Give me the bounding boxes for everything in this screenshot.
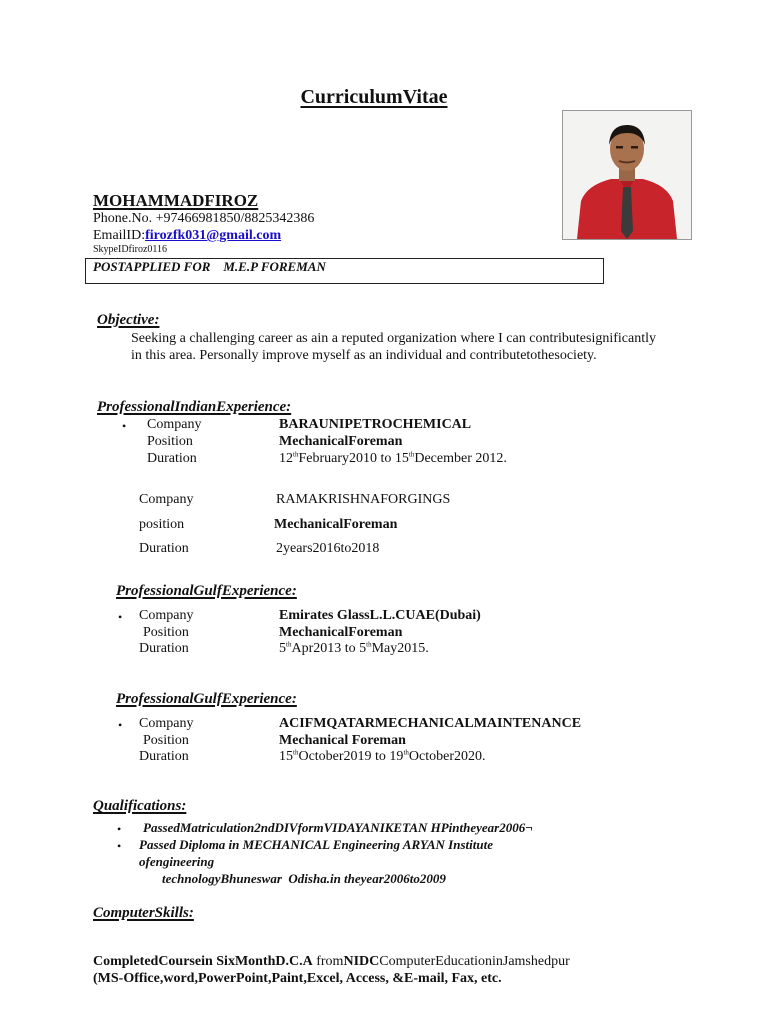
gulf1-duration — [279, 641, 429, 657]
email-link[interactable]: firozfk031@gmail.com — [145, 228, 282, 243]
qualification-item-2-line-1: Passed Diploma in MECHANICAL Engineering ARYAN Institute — [139, 837, 493, 852]
candidate-name: MOHAMMADFIROZ — [93, 191, 259, 210]
job2-company-label: Company — [139, 492, 194, 507]
job2-duration: 2years2016to2018 — [276, 541, 380, 556]
gulf-experience-2-heading: ProfessionalGulfExperience: — [116, 691, 297, 707]
gulf2-company: ACIFMQATARMECHANICALMAINTENANCE — [279, 716, 582, 731]
gulf2-duration-part: 15 — [279, 749, 293, 764]
post-applied: POSTAPPLIED FOR M.E.P FOREMAN — [93, 259, 326, 274]
profile-photo — [562, 110, 692, 240]
gulf2-position: Mechanical Foreman — [279, 733, 406, 748]
job1-duration-part: December 2012. — [414, 451, 507, 466]
skills-institute: NIDC — [343, 954, 380, 969]
skype-id: SkypeIDfiroz0116 — [93, 244, 168, 255]
job1-duration-sup: th — [293, 450, 299, 459]
gulf1-company-label: Company — [139, 608, 194, 623]
job1-duration-label: Duration — [147, 451, 197, 466]
gulf2-duration-sup: th — [293, 748, 299, 757]
bullet-icon: • — [122, 419, 127, 433]
email-line — [93, 228, 281, 244]
gulf2-duration-part: October2019 to 19 — [298, 749, 404, 764]
gulf2-position-label: Position — [143, 733, 189, 748]
gulf1-position-label: Position — [143, 625, 189, 640]
gulf2-company-label: Company — [139, 716, 194, 731]
gulf1-duration-label: Duration — [139, 641, 189, 656]
gulf-experience-1-heading: ProfessionalGulfExperience: — [116, 583, 297, 599]
email-label: EmailID: — [93, 228, 146, 243]
qualification-item-1: PassedMatriculation2ndDIVformVIDAYANIKETAN HPintheyear2006¬ — [143, 820, 534, 835]
job1-position-label: Position — [147, 434, 193, 449]
job1-duration-part: February2010 to 15 — [298, 451, 409, 466]
job1-company-label: Company — [147, 417, 202, 432]
job1-position: MechanicalForeman — [279, 434, 403, 449]
gulf1-duration-sup: th — [366, 640, 372, 649]
skills-location: ComputerEducationinJamshedpur — [379, 954, 570, 969]
page-title: CurriculumVitae — [300, 86, 448, 108]
gulf1-duration-part: 5 — [279, 641, 286, 656]
computer-skills-line-1 — [93, 954, 570, 970]
bullet-icon: • — [117, 839, 122, 853]
job2-position-label: position — [139, 517, 185, 532]
gulf2-duration-label: Duration — [139, 749, 189, 764]
gulf1-duration-part: Apr2013 to 5 — [291, 641, 367, 656]
computer-skills-line-2: (MS-Office,word,PowerPoint,Paint,Excel, Access, &E-mail, Fax, etc. — [93, 971, 502, 986]
job1-duration-part: 12 — [279, 451, 293, 466]
qualifications-heading: Qualifications: — [93, 798, 187, 814]
indian-experience-heading: ProfessionalIndianExperience: — [97, 399, 292, 415]
qualification-item-2-line-2: ofengineering — [139, 854, 215, 869]
gulf1-company: Emirates GlassL.L.CUAE(Dubai) — [279, 608, 481, 623]
job1-duration-sup: th — [408, 450, 415, 459]
job1-company: BARAUNIPETROCHEMICAL — [279, 417, 472, 432]
objective-text: Seeking a challenging career as ain a reputed organization where I can contributesignificantly in this area. Personally improve myself as an individual and contributetothesociety. — [131, 331, 656, 363]
gulf1-duration-part: May2015. — [371, 641, 429, 656]
qualification-item-2-line-3: technologyBhuneswar Odisha.in theyear2006to2009 — [162, 871, 446, 886]
computer-skills-heading: ComputerSkills: — [93, 905, 194, 921]
gulf2-duration-part: October2020. — [408, 749, 486, 764]
job1-duration — [279, 451, 507, 467]
profile-photo-image — [563, 111, 691, 239]
gulf2-duration — [279, 749, 485, 765]
job2-company: RAMAKRISHNAFORGINGS — [276, 492, 451, 507]
gulf2-duration-sup: th — [403, 748, 409, 757]
bullet-icon: • — [117, 822, 122, 836]
bullet-icon: • — [118, 610, 123, 624]
job2-position: MechanicalForeman — [274, 517, 398, 532]
job2-duration-label: Duration — [139, 541, 189, 556]
gulf1-duration-sup: th — [286, 640, 292, 649]
skills-from: from — [312, 954, 344, 969]
objective-heading: Objective: — [97, 312, 160, 328]
bullet-icon: • — [118, 718, 123, 732]
gulf1-position: MechanicalForeman — [279, 625, 403, 640]
skills-course: CompletedCoursein SixMonthD.C.A — [93, 954, 313, 969]
phone-number: Phone.No. +97466981850/8825342386 — [93, 211, 315, 226]
